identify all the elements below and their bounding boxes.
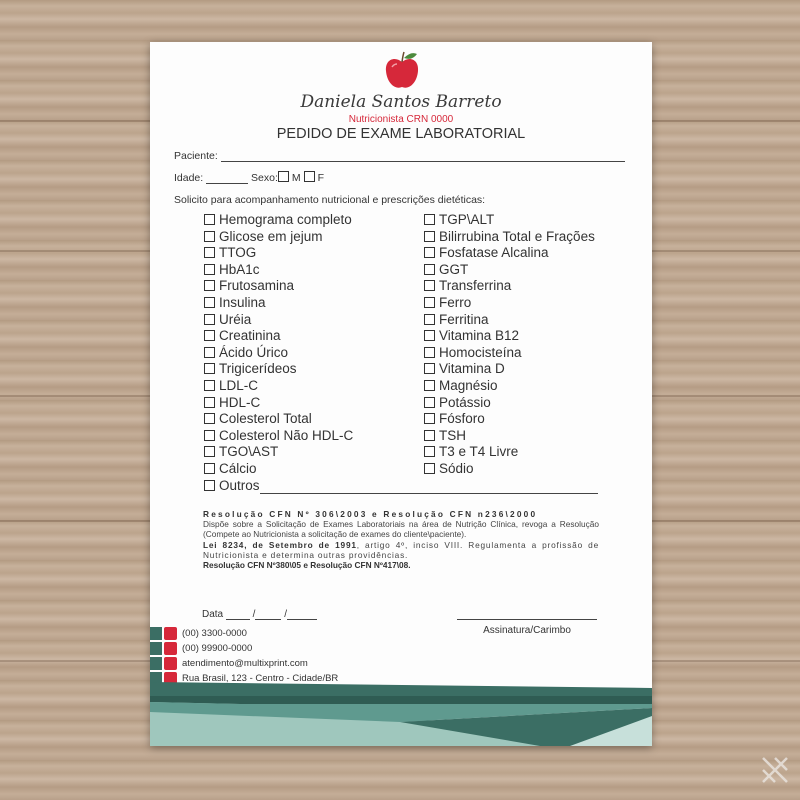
legal-line-2: Dispõe sobre a Solicitação de Exames Laboratoriais na área de Nutrição Clínica, revoga a Resolução (Compete ao Nutricionista a solicitação de exames do cliente\paciente). [203,519,599,540]
exam-item[interactable] [424,229,595,246]
exam-item[interactable] [424,378,595,395]
exam-label: TSH [439,427,466,443]
exam-label: Glicose em jejum [219,228,323,244]
exam-item[interactable] [424,278,595,295]
age-input-line[interactable] [206,183,248,184]
exam-checkbox[interactable] [424,280,435,291]
phone2-text: (00) 99900-0000 [182,643,253,654]
footer-wave-decoration [150,682,652,746]
exam-label: Uréia [219,311,252,327]
exam-list-right [424,212,595,478]
exam-checkbox[interactable] [204,280,215,291]
request-text: Solicito para acompanhamento nutricional e prescrições dietéticas: [174,194,486,206]
exam-item[interactable] [424,444,595,461]
apple-logo-icon [382,50,422,92]
exam-label: Magnésio [439,377,498,393]
exam-label: Fósforo [439,411,485,427]
sex-m-label: M [291,172,301,184]
address-text: Rua Brasil, 123 - Centro - Cidade/BR [182,673,339,684]
exam-label: Creatinina [219,328,281,344]
exam-checkbox[interactable] [424,397,435,408]
exam-label: Sódio [439,460,474,476]
exam-item[interactable] [424,395,595,412]
exam-checkbox[interactable] [424,463,435,474]
patient-input-line[interactable] [221,161,625,162]
exam-label: Frutosamina [219,278,295,294]
exam-checkbox[interactable] [424,264,435,275]
exam-label: TGO\AST [219,444,279,460]
exam-checkbox[interactable] [424,363,435,374]
legal-line-3: , artigo 4º, inciso VIII. Regulamenta a profissão de Nutricionista e determina outras providências. [203,539,599,560]
signature-line[interactable] [457,619,597,620]
exam-label: HDL-C [219,394,261,410]
date-day-line[interactable] [226,619,250,620]
sex-label: Sexo: [251,172,278,184]
contact-email [150,657,450,670]
exam-label: Potássio [439,394,491,410]
exam-item[interactable] [424,212,595,229]
exam-item[interactable] [424,428,595,445]
outros-input-line[interactable] [260,481,598,494]
sex-f-label: F [317,172,324,184]
exam-checkbox[interactable] [424,247,435,258]
exam-checkbox[interactable] [204,413,215,424]
contact-accent-bar [150,657,162,670]
exam-checkbox[interactable] [204,463,215,474]
exam-label: Trigicerídeos [219,361,297,377]
exam-item[interactable] [424,345,595,362]
date-label: Data [202,609,224,620]
exam-checkbox[interactable] [204,214,215,225]
exam-label: Ferritina [439,311,489,327]
date-field: Data / / [202,609,317,620]
exam-item[interactable] [424,295,595,312]
exam-label: Ferro [439,294,472,310]
exam-checkbox[interactable] [424,330,435,341]
age-label: Idade: [174,172,204,184]
form-sheet [150,42,652,746]
phone-icon [164,627,177,640]
exam-checkbox[interactable] [204,247,215,258]
exam-item[interactable] [424,411,595,428]
exam-label: LDL-C [219,377,259,393]
legal-line-4: Resolução CFN Nº380\05 e Resolução CFN Nº417\08. [203,560,411,571]
exam-checkbox[interactable] [204,446,215,457]
date-year-line[interactable] [287,619,317,620]
watermark-logo-icon [760,755,790,785]
exam-checkbox[interactable] [204,480,215,491]
exam-item[interactable] [204,478,598,495]
exam-checkbox[interactable] [204,363,215,374]
exam-label: Cálcio [219,460,257,476]
patient-label: Paciente: [174,150,218,162]
exam-checkbox[interactable] [204,380,215,391]
exam-label: Outros [219,477,260,493]
exam-item[interactable] [424,312,595,329]
exam-checkbox[interactable] [424,380,435,391]
exam-label: HbA1c [219,261,260,277]
contact-phone2 [150,642,450,655]
exam-checkbox[interactable] [204,397,215,408]
exam-label: Insulina [219,294,266,310]
phone1-text: (00) 3300-0000 [182,628,247,639]
exam-label: Homocisteína [439,344,522,360]
exam-checkbox[interactable] [424,214,435,225]
contact-accent-bar [150,627,162,640]
sex-f-checkbox[interactable] [304,171,315,182]
exam-item[interactable] [424,245,595,262]
page-title: PEDIDO DE EXAME LABORATORIAL [276,126,526,142]
legal-text [203,509,599,570]
exam-label: Fosfatase Alcalina [439,245,549,261]
exam-label: T3 e T4 Livre [439,444,519,460]
exam-checkbox[interactable] [424,446,435,457]
exam-checkbox[interactable] [424,347,435,358]
exam-item[interactable] [424,461,595,478]
legal-line-1: Resolução CFN Nº 306\2003 e Resolução CFN n236\2000 [203,509,538,519]
exam-label: Ácido Úrico [219,344,289,360]
exam-label: Colesterol Total [219,411,312,427]
email-icon [164,657,177,670]
contact-phone1 [150,627,450,640]
exam-checkbox[interactable] [204,314,215,325]
exam-checkbox[interactable] [424,413,435,424]
exam-checkbox[interactable] [204,430,215,441]
exam-item[interactable] [424,262,595,279]
nutritionist-name: Daniela Santos Barreto [300,92,502,112]
sex-m-checkbox[interactable] [278,171,289,182]
whatsapp-icon [164,642,177,655]
crn-label: Nutricionista CRN 0000 [348,114,454,125]
exam-checkbox[interactable] [204,347,215,358]
legal-line-3-bold: Lei 8234, de Setembro de 1991 [203,539,357,550]
exam-label: TTOG [219,245,257,261]
exam-checkbox[interactable] [424,430,435,441]
email-text[interactable]: atendimento@multixprint.com [182,658,308,669]
exam-checkbox[interactable] [424,314,435,325]
exam-checkbox[interactable] [424,297,435,308]
exam-label: Vitamina D [439,361,505,377]
exam-item[interactable] [424,328,595,345]
contact-accent-bar [150,642,162,655]
exam-item[interactable] [424,361,595,378]
exam-label: Transferrina [439,278,512,294]
exam-checkbox[interactable] [204,231,215,242]
exam-label: Vitamina B12 [439,328,520,344]
exam-label: GGT [439,261,469,277]
exam-label: Hemograma completo [219,212,352,227]
age-sex-field [174,171,324,184]
signature-label: Assinatura/Carimbo [483,625,571,636]
exam-checkbox[interactable] [204,330,215,341]
exam-checkbox[interactable] [424,231,435,242]
date-month-line[interactable] [255,619,281,620]
exam-checkbox[interactable] [204,264,215,275]
exam-label: Colesterol Não HDL-C [219,427,354,443]
exam-checkbox[interactable] [204,297,215,308]
patient-field [174,150,625,162]
exam-label: TGP\ALT [439,212,495,227]
exam-label: Bilirrubina Total e Frações [439,228,595,244]
